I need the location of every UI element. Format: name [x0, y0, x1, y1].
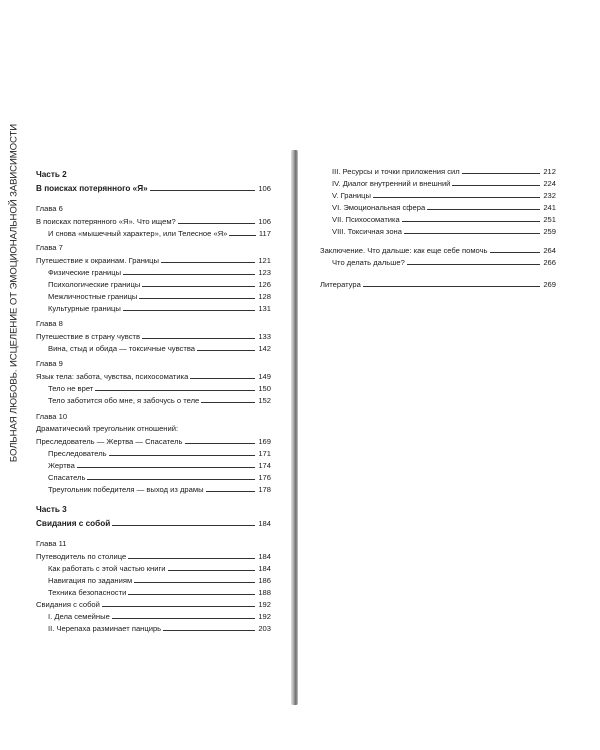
dot-leader [490, 244, 541, 253]
toc-entry[interactable] [36, 435, 271, 446]
entry-page: 121 [258, 256, 271, 265]
entry-page: 106 [258, 184, 271, 193]
chapter-label: Глава 6 [36, 204, 63, 213]
toc-entry[interactable] [332, 201, 556, 212]
toc-entry[interactable] [332, 213, 556, 224]
entry-title: Путешествие к окраинам. Границы [36, 256, 159, 265]
dot-leader [402, 213, 541, 222]
dot-leader [109, 447, 256, 456]
toc-entry[interactable] [48, 562, 271, 573]
dot-leader [77, 459, 255, 468]
toc-entry[interactable] [332, 256, 556, 267]
spine-book-title: БОЛЬНАЯ ЛЮБОВЬ. ИСЦЕЛЕНИЕ ОТ ЭМОЦИОНАЛЬНОЙ ЗАВИСИМОСТИ [8, 123, 20, 463]
entry-page: 241 [543, 203, 556, 212]
toc-entry[interactable] [36, 550, 271, 561]
entry-title: Преследователь — Жертва — Спасатель [36, 437, 183, 446]
entry-page: 176 [258, 473, 271, 482]
entry-page: 266 [543, 258, 556, 267]
toc-entry[interactable] [48, 459, 271, 470]
toc-entry-part[interactable] [36, 517, 271, 528]
entry-page: 106 [258, 217, 271, 226]
dot-leader [462, 165, 541, 174]
toc-entry[interactable] [48, 471, 271, 482]
dot-leader [407, 256, 541, 265]
entry-title: III. Ресурсы и точки приложения сил [332, 167, 460, 176]
toc-entry-literature[interactable] [320, 278, 556, 289]
dot-leader [87, 471, 255, 480]
entry-title: Техника безопасности [48, 588, 127, 597]
dot-leader [123, 302, 256, 311]
dot-leader [139, 290, 255, 299]
entry-title: Психологические границы [48, 280, 141, 289]
dot-leader [185, 435, 256, 444]
entry-title: Что делать дальше? [332, 258, 405, 267]
toc-entry[interactable] [332, 177, 556, 188]
toc-entry[interactable] [48, 622, 271, 633]
toc-entry[interactable] [48, 278, 271, 289]
entry-page: 184 [258, 519, 271, 528]
part-label: Часть 3 [36, 505, 67, 514]
chapter-label: Глава 9 [36, 359, 63, 368]
entry-page: 259 [543, 227, 556, 236]
entry-title: Путеводитель по столице [36, 552, 127, 561]
dot-leader [128, 586, 255, 595]
entry-page: 192 [258, 612, 271, 621]
dot-leader [206, 483, 256, 492]
entry-title: Как работать с этой частью книги [48, 564, 166, 573]
entry-title: Преследователь [48, 449, 107, 458]
toc-entry[interactable] [332, 165, 556, 176]
entry-title: Вина, стыд и обида — токсичные чувства [48, 344, 196, 353]
entry-title: И снова «мышечный характер», или Телесное «Я» [48, 229, 228, 238]
entry-page: 212 [543, 167, 556, 176]
entry-title: Путешествие в страну чувств [36, 332, 141, 341]
chapter-intro: Драматический треугольник отношений: [36, 424, 179, 433]
toc-entry-part[interactable] [36, 182, 271, 193]
chapter-label: Глава 7 [36, 243, 63, 252]
entry-title: Спасатель [48, 473, 86, 482]
entry-title: Тело заботится обо мне, я забочусь о теле [48, 396, 200, 405]
chapter-label: Глава 10 [36, 412, 68, 421]
entry-title: Тело не врет [48, 384, 94, 393]
toc-entry[interactable] [48, 610, 271, 621]
dot-leader [123, 266, 255, 275]
entry-title: VII. Психосоматика [332, 215, 400, 224]
entry-title: Литература [320, 280, 361, 289]
entry-page: 152 [258, 396, 271, 405]
book-fold [291, 150, 298, 705]
entry-title: Жертва [48, 461, 75, 470]
toc-entry[interactable] [48, 290, 271, 301]
entry-page: 142 [258, 344, 271, 353]
entry-title: V. Границы [332, 191, 371, 200]
entry-title: II. Черепаха разминает панцирь [48, 624, 162, 633]
dot-leader [363, 278, 540, 287]
dot-leader [142, 278, 255, 287]
dot-leader [197, 342, 255, 351]
dot-leader [201, 394, 255, 403]
entry-title: Заключение. Что дальше: как еще себе помочь [320, 246, 488, 255]
entry-page: 126 [258, 280, 271, 289]
entry-page: 171 [258, 449, 271, 458]
entry-page: 184 [258, 564, 271, 573]
dot-leader [134, 574, 255, 583]
entry-page: 186 [258, 576, 271, 585]
toc-entry[interactable] [48, 382, 271, 393]
entry-page: 131 [258, 304, 271, 313]
dot-leader [452, 177, 540, 186]
dot-leader [150, 182, 256, 191]
toc-entry[interactable] [48, 266, 271, 277]
entry-title: VI. Эмоциональная сфера [332, 203, 426, 212]
entry-page: 269 [543, 280, 556, 289]
toc-entry[interactable] [48, 394, 271, 405]
entry-title: В поисках потерянного «Я» [36, 184, 148, 193]
dot-leader [163, 622, 255, 631]
spine [0, 0, 28, 750]
entry-page: 133 [258, 332, 271, 341]
entry-page: 123 [258, 268, 271, 277]
entry-page: 203 [258, 624, 271, 633]
toc-entry[interactable] [48, 574, 271, 585]
dot-leader [427, 201, 540, 210]
entry-page: 169 [258, 437, 271, 446]
entry-title: Межличностные границы [48, 292, 138, 301]
entry-title: I. Дела семейные [48, 612, 110, 621]
entry-page: 188 [258, 588, 271, 597]
toc-entry[interactable] [48, 227, 271, 238]
toc-entry[interactable] [36, 598, 271, 609]
entry-page: 184 [258, 552, 271, 561]
entry-page: 174 [258, 461, 271, 470]
dot-leader [112, 517, 255, 526]
toc-entry[interactable] [48, 342, 271, 353]
dot-leader [161, 254, 255, 263]
entry-page: 128 [258, 292, 271, 301]
toc-entry[interactable] [36, 254, 271, 265]
entry-page: 117 [258, 229, 271, 238]
dot-leader [95, 382, 255, 391]
toc-entry[interactable] [48, 483, 271, 494]
entry-page: 178 [258, 485, 271, 494]
dot-leader [112, 610, 256, 619]
dot-leader [168, 562, 256, 571]
entry-page: 224 [543, 179, 556, 188]
dot-leader [190, 370, 255, 379]
entry-title: Навигация по заданиям [48, 576, 133, 585]
toc-entry-conclusion[interactable] [320, 244, 556, 255]
entry-title: Свидания с собой [36, 519, 111, 528]
toc-entry[interactable] [36, 215, 271, 226]
dot-leader [102, 598, 255, 607]
entry-title: Треугольник победителя — выход из драмы [48, 485, 204, 494]
toc-entry[interactable] [48, 302, 271, 313]
dot-leader [128, 550, 255, 559]
entry-title: Физические границы [48, 268, 122, 277]
chapter-label: Глава 8 [36, 319, 63, 328]
dot-leader [178, 215, 256, 224]
entry-title: Культурные границы [48, 304, 121, 313]
entry-title: IV. Диалог внутренний и внешний [332, 179, 451, 188]
toc-entry[interactable] [332, 225, 556, 236]
chapter-label: Глава 11 [36, 539, 67, 548]
entry-page: 251 [543, 215, 556, 224]
entry-title: Свидания с собой [36, 600, 100, 609]
toc-entry[interactable] [48, 447, 271, 458]
entry-page: 192 [258, 600, 271, 609]
entry-title: В поисках потерянного «Я». Что ищем? [36, 217, 176, 226]
entry-page: 264 [543, 246, 556, 255]
entry-page: 149 [258, 372, 271, 381]
entry-title: VIII. Токсичная зона [332, 227, 402, 236]
toc-entry[interactable] [332, 189, 556, 200]
entry-title: Язык тела: забота, чувства, психосоматика [36, 372, 189, 381]
dot-leader [142, 330, 255, 339]
entry-page: 232 [543, 191, 556, 200]
part-label: Часть 2 [36, 170, 67, 179]
dot-leader [229, 227, 255, 236]
dot-leader [373, 189, 540, 198]
toc-entry[interactable] [36, 370, 271, 381]
toc-entry[interactable] [48, 586, 271, 597]
entry-page: 150 [258, 384, 271, 393]
dot-leader [404, 225, 540, 234]
toc-entry[interactable] [36, 330, 271, 341]
